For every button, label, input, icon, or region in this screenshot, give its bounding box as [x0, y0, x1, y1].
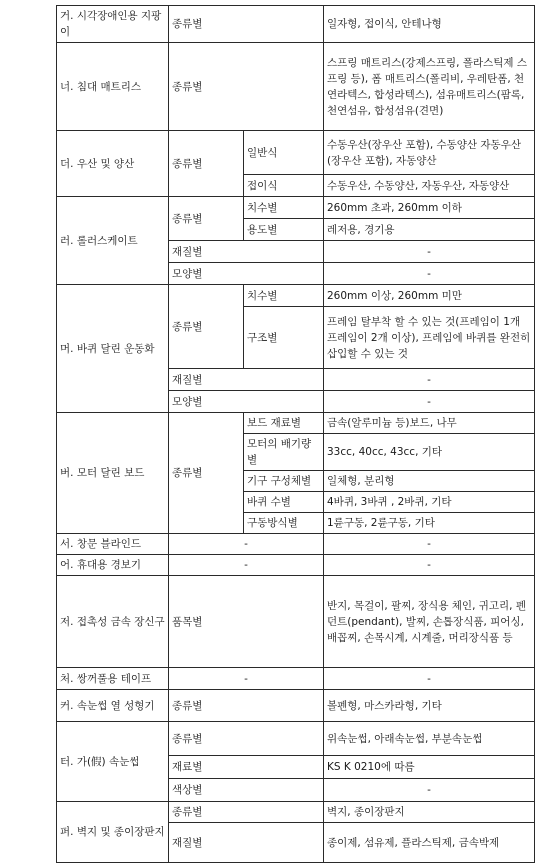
- value-cell: 수동우산(장우산 포함), 수동양산 자동우산(장우산 포함), 자동양산: [324, 131, 535, 175]
- criterion-cell: 종류별: [169, 43, 324, 131]
- table-row: [57, 285, 535, 307]
- classification-table: [56, 5, 535, 863]
- criterion-cell: -: [169, 534, 324, 555]
- criterion-cell: 종류별: [169, 131, 244, 197]
- sub-criterion-cell: 구동방식별: [244, 513, 324, 534]
- value-cell: 수동우산, 수동양산, 자동우산, 자동양산: [324, 175, 535, 197]
- table-row: [57, 555, 535, 576]
- item-name: 버. 모터 달린 보드: [57, 413, 169, 534]
- value-cell: 스프링 매트리스(강제스프링, 폴라스틱제 스프링 등), 폼 매트리스(폴리비, 우레탄폼, 천연라텍스, 합성라텍스), 섬유매트리스(팜록, 천연섬유, 합성섬유(견면): [324, 43, 535, 131]
- table-row: [57, 6, 535, 43]
- value-cell: 4바퀴, 3바퀴 , 2바퀴, 기타: [324, 492, 535, 513]
- item-name: 거. 시각장애인용 지팡이: [57, 6, 169, 43]
- value-cell: 벽지, 종이장판지: [324, 802, 535, 823]
- value-cell: -: [324, 263, 535, 285]
- table-row: [57, 197, 535, 219]
- criterion-cell: 종류별: [169, 802, 324, 823]
- item-name: 어. 휴대용 경보기: [57, 555, 169, 576]
- criterion-cell: 종류별: [169, 413, 244, 534]
- criterion-cell: 색상별: [169, 779, 324, 802]
- value-cell: -: [324, 369, 535, 391]
- criterion-cell: 종류별: [169, 6, 324, 43]
- table-row: [57, 413, 535, 434]
- value-cell: 레저용, 경기용: [324, 219, 535, 241]
- criterion-cell: 품목별: [169, 576, 324, 668]
- table-row: [57, 690, 535, 722]
- value-cell: -: [324, 668, 535, 690]
- value-cell: -: [324, 534, 535, 555]
- criterion-cell: 종류별: [169, 690, 324, 722]
- criterion-cell: 재료별: [169, 756, 324, 779]
- sub-criterion-cell: 바퀴 수별: [244, 492, 324, 513]
- criterion-cell: -: [169, 555, 324, 576]
- criterion-cell: 모양별: [169, 391, 324, 413]
- item-name: 퍼. 벽지 및 종이장판지: [57, 802, 169, 863]
- table-row: [57, 668, 535, 690]
- sub-criterion-cell: 치수별: [244, 285, 324, 307]
- value-cell: -: [324, 241, 535, 263]
- value-cell: 일자형, 접이식, 안테나형: [324, 6, 535, 43]
- value-cell: 위속눈썹, 아래속눈썹, 부분속눈썹: [324, 722, 535, 756]
- item-name: 터. 가(假) 속눈썹: [57, 722, 169, 802]
- criterion-cell: 종류별: [169, 285, 244, 369]
- item-name: 너. 침대 매트리스: [57, 43, 169, 131]
- table-row: [57, 802, 535, 823]
- criterion-cell: 종류별: [169, 722, 324, 756]
- item-name: 커. 속눈썹 열 성형기: [57, 690, 169, 722]
- sub-criterion-cell: 보드 재료별: [244, 413, 324, 434]
- item-name: 더. 우산 및 양산: [57, 131, 169, 197]
- value-cell: 금속(알루미늄 등)보드, 나무: [324, 413, 535, 434]
- item-name: 처. 쌍꺼풀용 테이프: [57, 668, 169, 690]
- criterion-cell: 재질별: [169, 241, 324, 263]
- sub-criterion-cell: 일반식: [244, 131, 324, 175]
- value-cell: 종이제, 섬유제, 플라스틱제, 금속박제: [324, 823, 535, 863]
- value-cell: 260mm 이상, 260mm 미만: [324, 285, 535, 307]
- value-cell: 일체형, 분리형: [324, 471, 535, 492]
- item-name: 서. 창문 블라인드: [57, 534, 169, 555]
- criterion-cell: 재질별: [169, 823, 324, 863]
- table-row: [57, 576, 535, 668]
- table-row: [57, 131, 535, 175]
- sub-criterion-cell: 구조별: [244, 307, 324, 369]
- criterion-cell: 재질별: [169, 369, 324, 391]
- criterion-cell: -: [169, 668, 324, 690]
- item-name: 저. 접촉성 금속 장신구: [57, 576, 169, 668]
- value-cell: 1륜구동, 2륜구동, 기타: [324, 513, 535, 534]
- table-row: [57, 722, 535, 756]
- value-cell: 33cc, 40cc, 43cc, 기타: [324, 434, 535, 471]
- sub-criterion-cell: 접이식: [244, 175, 324, 197]
- value-cell: -: [324, 555, 535, 576]
- sub-criterion-cell: 기구 구성체별: [244, 471, 324, 492]
- table-row: [57, 43, 535, 131]
- value-cell: -: [324, 391, 535, 413]
- item-name: 러. 롤러스케이트: [57, 197, 169, 285]
- sub-criterion-cell: 치수별: [244, 197, 324, 219]
- value-cell: 반지, 목걸이, 팔찌, 장식용 체인, 귀고리, 펜던트(pendant), 발찌, 손톱장식품, 피어싱, 배꼽찌, 손목시계, 시계줄, 머리장식품 등: [324, 576, 535, 668]
- item-name: 머. 바퀴 달린 운동화: [57, 285, 169, 413]
- sub-criterion-cell: 용도별: [244, 219, 324, 241]
- value-cell: 볼펜형, 마스카라형, 기타: [324, 690, 535, 722]
- sub-criterion-cell: 모터의 배기량별: [244, 434, 324, 471]
- value-cell: 프레임 탈부착 할 수 있는 것(프레임이 1개 프레임이 2개 이상), 프레임에 바퀴를 완전히 삽입할 수 있는 것: [324, 307, 535, 369]
- table-row: [57, 534, 535, 555]
- criterion-cell: 모양별: [169, 263, 324, 285]
- criterion-cell: 종류별: [169, 197, 244, 241]
- value-cell: -: [324, 779, 535, 802]
- value-cell: 260mm 초과, 260mm 이하: [324, 197, 535, 219]
- value-cell: KS K 0210에 따름: [324, 756, 535, 779]
